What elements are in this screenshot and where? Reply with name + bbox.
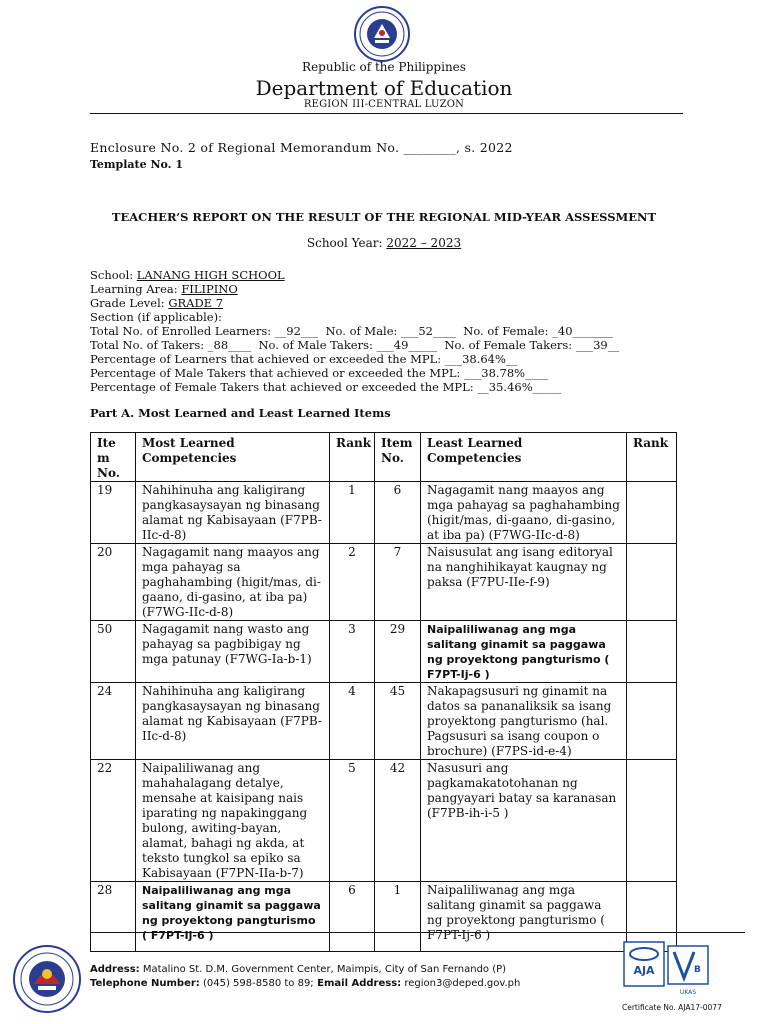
footer-contact [90, 978, 520, 989]
cell-item-no: 20 [91, 544, 136, 621]
pct-all-label: Percentage of Learners that achieved or exceeded the MPL: [90, 352, 445, 366]
cell-rank: 4 [330, 683, 375, 760]
grade-value: GRADE 7 [168, 296, 224, 310]
cell-item-no: 22 [91, 760, 136, 882]
cell-rank: 6 [330, 882, 375, 952]
email-label: Email Address: [313, 978, 402, 989]
cell-item-no-2: 1 [375, 882, 421, 952]
cell-item-no: 19 [91, 482, 136, 544]
table-row [91, 482, 677, 544]
cell-item-no: 50 [91, 621, 136, 683]
cell-least-learned: Naisusulat ang isang editoryal na nanghihikayat kaugnay ng paksa (F7PU-IIe-f-9) [421, 544, 627, 621]
cell-rank: 2 [330, 544, 375, 621]
male-takers-value: ___49_____ [376, 338, 438, 352]
competencies-table [90, 432, 676, 942]
table-row [91, 760, 677, 882]
school-year [0, 236, 768, 250]
report-info [90, 268, 619, 394]
female-takers-value: ___39__ [575, 338, 620, 352]
header-item-no: Ite m No. [91, 433, 136, 482]
certification-logo [622, 938, 712, 998]
cell-item-no-2: 42 [375, 760, 421, 882]
address-label: Address: [90, 964, 140, 975]
header-least-learned: Least Learned Competencies [421, 433, 627, 482]
cell-rank-2 [627, 683, 677, 760]
svg-text:B: B [694, 965, 701, 975]
pct-male-label: Percentage of Male Takers that achieved or exceeded the MPL: [90, 366, 464, 380]
cell-most-learned: Nahihinuha ang kaligirang pangkasaysayan ng binasang alamat ng Kabisayaan (F7PB-IIc-d-8) [136, 683, 330, 760]
enclosure-line: Enclosure No. 2 of Regional Memorandum No. ________, s. 2022 [90, 140, 513, 155]
area-label: Learning Area: [90, 282, 182, 296]
male-label: No. of Male: [318, 324, 402, 338]
cert-logo-text: AJA [633, 964, 655, 977]
section-row: Section (if applicable): [90, 310, 222, 324]
part-a-heading: Part A. Most Learned and Least Learned Items [90, 406, 391, 420]
footer-divider [90, 932, 745, 933]
takers-row [90, 338, 619, 352]
cell-rank: 1 [330, 482, 375, 544]
cell-rank-2 [627, 544, 677, 621]
female-takers-label: No. of Female Takers: [437, 338, 576, 352]
table-row [91, 621, 677, 683]
pct-female-label: Percentage of Female Takers that achieved or exceeded the MPL: [90, 380, 478, 394]
school-row [90, 268, 619, 282]
area-value: FILIPINO [181, 282, 238, 296]
school-year-value: 2022 – 2023 [386, 236, 462, 250]
region-line: REGION III-CENTRAL LUZON [303, 99, 465, 110]
cell-rank-2 [627, 621, 677, 683]
cell-item-no: 28 [91, 882, 136, 952]
takers-label: Total No. of Takers: [90, 338, 208, 352]
cert-logo-text-2: UKAS [679, 989, 697, 996]
certificate-number: Certificate No. AJA17-0077 [622, 1003, 722, 1012]
cell-most-learned: Nagagamit nang maayos ang mga pahayag sa paghahambing (higit/mas, di-gaano, di-gasino, at iba pa) (F7WG-IIc-d-8) [136, 544, 330, 621]
female-label: No. of Female: [455, 324, 553, 338]
phone-value: (045) 598-8580 to 89; [199, 978, 314, 989]
cell-rank: 5 [330, 760, 375, 882]
cell-most-learned: Naipaliliwanag ang mahahalagang detalye, mensahe at kaisipang nais iparating ng napakinggang bulong, awiting-bayan, alamat, bahagi ng akda, at teksto tungkol sa epiko sa Kabisayaan (F7PN-IIa-b-7) [136, 760, 330, 882]
cell-rank-2 [627, 482, 677, 544]
pct-all-value: ___38.64%__ [444, 352, 518, 366]
cell-most-learned: Nagagamit nang wasto ang pahayag sa pagbibigay ng mga patunay (F7WG-Ia-b-1) [136, 621, 330, 683]
grade-label: Grade Level: [90, 296, 169, 310]
cell-rank: 3 [330, 621, 375, 683]
header-most-learned: Most Learned Competencies [136, 433, 330, 482]
cell-most-learned: Nahihinuha ang kaligirang pangkasaysayan ng binasang alamat ng Kabisayaan (F7PB-IIc-d-8) [136, 482, 330, 544]
report-title: TEACHER’S REPORT ON THE RESULT OF THE REGIONAL MID-YEAR ASSESSMENT [111, 210, 657, 224]
pct-all-row [90, 352, 619, 366]
cell-least-learned: Naipaliliwanag ang mga salitang ginamit sa paggawa ng proyektong pangturismo ( F7PT-Ij-6 ) [421, 882, 627, 952]
cell-item-no-2: 6 [375, 482, 421, 544]
female-value: _40_______ [552, 324, 613, 338]
footer-address [90, 964, 506, 975]
deped-footer-seal-logo [12, 944, 82, 1014]
table-row [91, 882, 677, 952]
template-number: Template No. 1 [90, 158, 183, 171]
pct-female-value: __35.46%_____ [477, 380, 562, 394]
pct-female-row [90, 380, 619, 394]
email-value: region3@deped.gov.ph [401, 978, 521, 989]
male-value: ___52____ [401, 324, 456, 338]
cell-item-no-2: 7 [375, 544, 421, 621]
table-row [91, 683, 677, 760]
enrolled-row [90, 324, 619, 338]
address-value: Matalino St. D.M. Government Center, Maimpis, City of San Fernando (P) [139, 964, 507, 975]
cell-item-no: 24 [91, 683, 136, 760]
cell-least-learned: Nakapagsusuri ng ginamit na datos sa pananaliksik sa isang proyektong pangturismo (hal. Pagsusuri sa isang coupon o brochure) (F7PS-id-e-4) [421, 683, 627, 760]
cell-least-learned: Naipaliliwanag ang mga salitang ginamit sa paggawa ng proyektong pangturismo ( F7PT-Ij-6 ) [421, 621, 627, 683]
cell-least-learned: Nasusuri ang pagkamakatotohanan ng pangyayari batay sa karanasan (F7PB-ih-i-5 ) [421, 760, 627, 882]
takers-value: _88____ [207, 338, 252, 352]
deped-seal-logo [345, 6, 419, 62]
phone-label: Telephone Number: [90, 978, 200, 989]
header-rank: Rank [330, 433, 375, 482]
area-row [90, 282, 619, 296]
school-label: School: [90, 268, 137, 282]
header-rank-2: Rank [627, 433, 677, 482]
header-divider [90, 113, 683, 114]
school-year-label: School Year: [306, 236, 387, 250]
cell-most-learned: Naipaliliwanag ang mga salitang ginamit sa paggawa ng proyektong pangturismo ( F7PT-Ij-6 ) [136, 882, 330, 952]
pct-male-value: ___38.78%____ [464, 366, 549, 380]
male-takers-label: No. of Male Takers: [251, 338, 377, 352]
table-row [91, 544, 677, 621]
department-title: Department of Education [255, 76, 513, 100]
grade-row [90, 296, 619, 310]
cell-item-no-2: 45 [375, 683, 421, 760]
cell-rank-2 [627, 760, 677, 882]
enrolled-label: Total No. of Enrolled Learners: [90, 324, 275, 338]
republic-line: Republic of the Philippines [302, 60, 466, 74]
header-item-no-2: Item No. [375, 433, 421, 482]
pct-male-row [90, 366, 619, 380]
cell-item-no-2: 29 [375, 621, 421, 683]
enrolled-value: __92___ [274, 324, 319, 338]
school-value: LANANG HIGH SCHOOL [136, 268, 285, 282]
cell-least-learned: Nagagamit nang maayos ang mga pahayag sa paghahambing (higit/mas, di-gaano, di-gasino, at iba pa) (F7WG-IIc-d-8) [421, 482, 627, 544]
